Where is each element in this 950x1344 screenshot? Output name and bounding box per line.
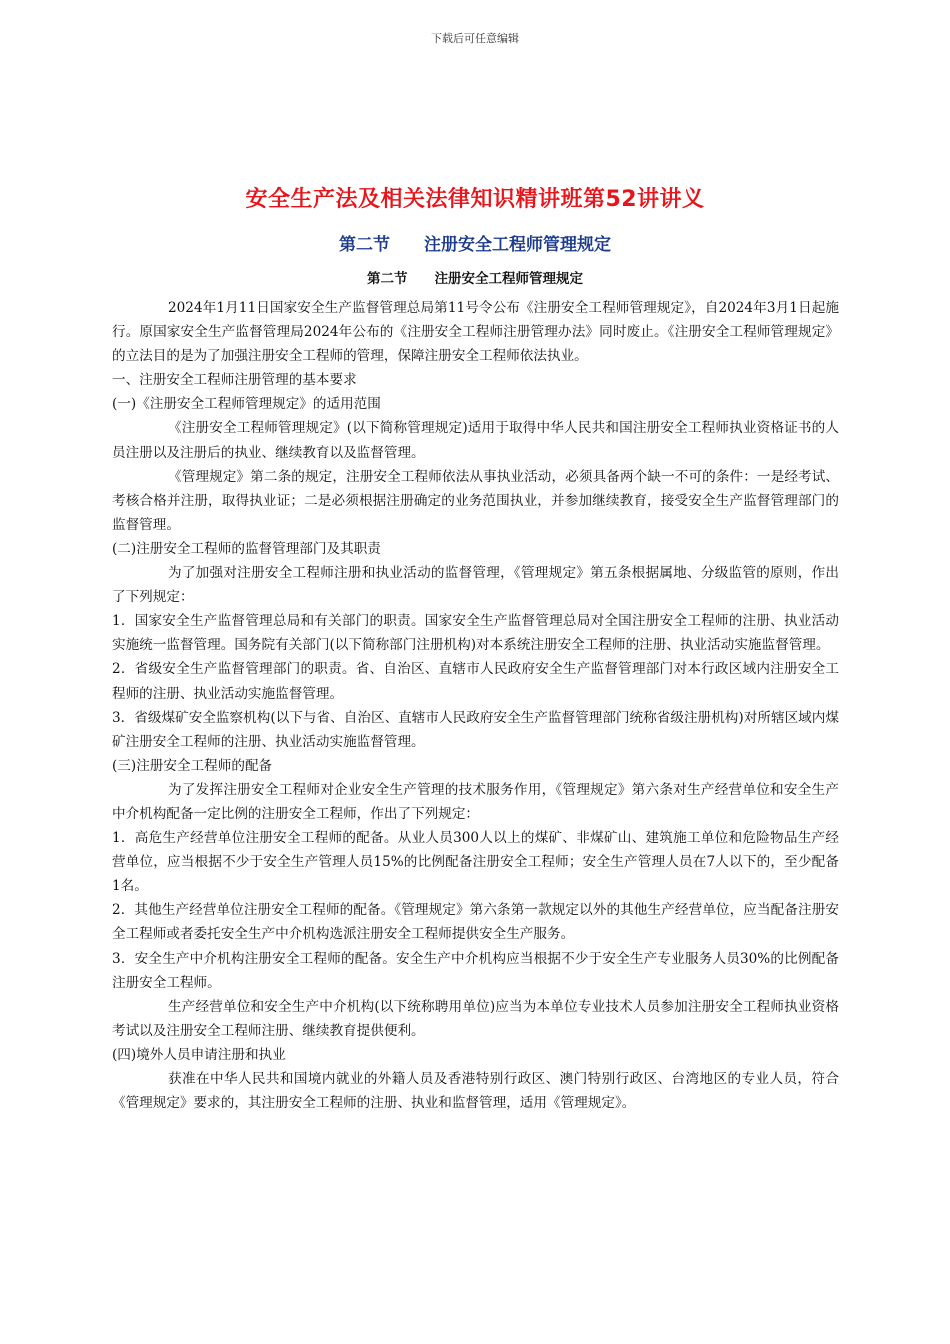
section-heading: 第二节 注册安全工程师管理规定: [367, 271, 583, 287]
page-header-note: 下载后可任意编辑: [431, 32, 519, 45]
staffing-intro-paragraph: 为了发挥注册安全工程师对企业安全生产管理的技术服务作用，《管理规定》第六条对生产经营单位和安全生产中介机构配备一定比例的注册安全工程师，作出了下列规定：: [112, 781, 839, 822]
employer-support-paragraph: 生产经营单位和安全生产中介机构(以下统称聘用单位)应当为本单位专业技术人员参加注册安全工程师执业资格考试以及注册安全工程师注册、继续教育提供便利。: [112, 998, 839, 1039]
scope-paragraph: 《注册安全工程师管理规定》(以下简称管理规定)适用于取得中华人民共和国注册安全工程师执业资格证书的人员注册以及注册后的执业、继续教育以及监督管理。: [112, 420, 839, 461]
overseas-paragraph: 获准在中华人民共和国境内就业的外籍人员及香港特别行政区、澳门特别行政区、台湾地区的专业人员，符合《管理规定》要求的，其注册安全工程师的注册、执业和监督管理，适用《管理规定》。: [112, 1071, 839, 1112]
supervision-intro-paragraph: 为了加强对注册安全工程师注册和执业活动的监督管理，《管理规定》第五条根据属地、分级监管的原则，作出了下列规定：: [112, 565, 839, 606]
intro-paragraph: 2024年1月11日国家安全生产监督管理总局第11号令公布《注册安全工程师管理规定》，自2024年3月1日起施行。原国家安全生产监督管理局2024年公布的《注册安全工程师注册管理办法》同时废止。《注册安全工程师管理规定》的立法目的是为了加强注册安全工程师的管理，保障注册安全工程师依法执业。: [112, 300, 839, 365]
heading-basic-requirements: 一、注册安全工程师注册管理的基本要求: [112, 372, 357, 389]
subheading-supervision: (二)注册安全工程师的监督管理部门及其职责: [112, 540, 381, 557]
document-title: 安全生产法及相关法律知识精讲班第52讲讲义: [245, 187, 705, 212]
list-item-agencies: 3．安全生产中介机构注册安全工程师的配备。安全生产中介机构应当根据不少于安全生产专业服务人员30%的比例配备注册安全工程师。: [112, 950, 839, 991]
list-item-coal-mine: 3．省级煤矿安全监察机构(以下与省、自治区、直辖市人民政府安全生产监督管理部门统称省级注册机构)对所辖区域内煤矿注册安全工程师的注册、执业活动实施监督管理。: [112, 709, 839, 750]
subheading-scope: (一)《注册安全工程师管理规定》的适用范围: [112, 396, 381, 413]
section-subtitle: 第二节 注册安全工程师管理规定: [339, 235, 611, 255]
conditions-paragraph: 《管理规定》第二条的规定，注册安全工程师依法从事执业活动，必须具备两个缺一不可的条件：一是经考试、考核合格并注册，取得执业证；二是必须根据注册确定的业务范围执业，并参加继续教育，接受安全生产监督管理部门的监督管理。: [112, 468, 839, 533]
list-item-high-risk: 1．高危生产经营单位注册安全工程师的配备。从业人员300人以上的煤矿、非煤矿山、建筑施工单位和危险物品生产经营单位，应当根据不少于安全生产管理人员15%的比例配备注册安全工程师；安全生产管理人员在7人以下的，至少配备1名。: [112, 830, 839, 895]
subheading-overseas: (四)境外人员申请注册和执业: [112, 1046, 286, 1063]
list-item-provincial: 2．省级安全生产监督管理部门的职责。省、自治区、直辖市人民政府安全生产监督管理部门对本行政区域内注册安全工程师的注册、执业活动实施监督管理。: [112, 661, 839, 702]
list-item-national: 1．国家安全生产监督管理总局和有关部门的职责。国家安全生产监督管理总局对全国注册安全工程师的注册、执业活动实施统一监督管理。国务院有关部门(以下简称部门注册机构)对本系统注册安全工程师的注册、执业活动实施监督管理。: [112, 613, 839, 654]
subheading-staffing: (三)注册安全工程师的配备: [112, 757, 273, 774]
document-body: [112, 296, 839, 1115]
list-item-other-units: 2．其他生产经营单位注册安全工程师的配备。《管理规定》第六条第一款规定以外的其他生产经营单位，应当配备注册安全工程师或者委托安全生产中介机构选派注册安全工程师提供安全生产服务。: [112, 902, 839, 943]
